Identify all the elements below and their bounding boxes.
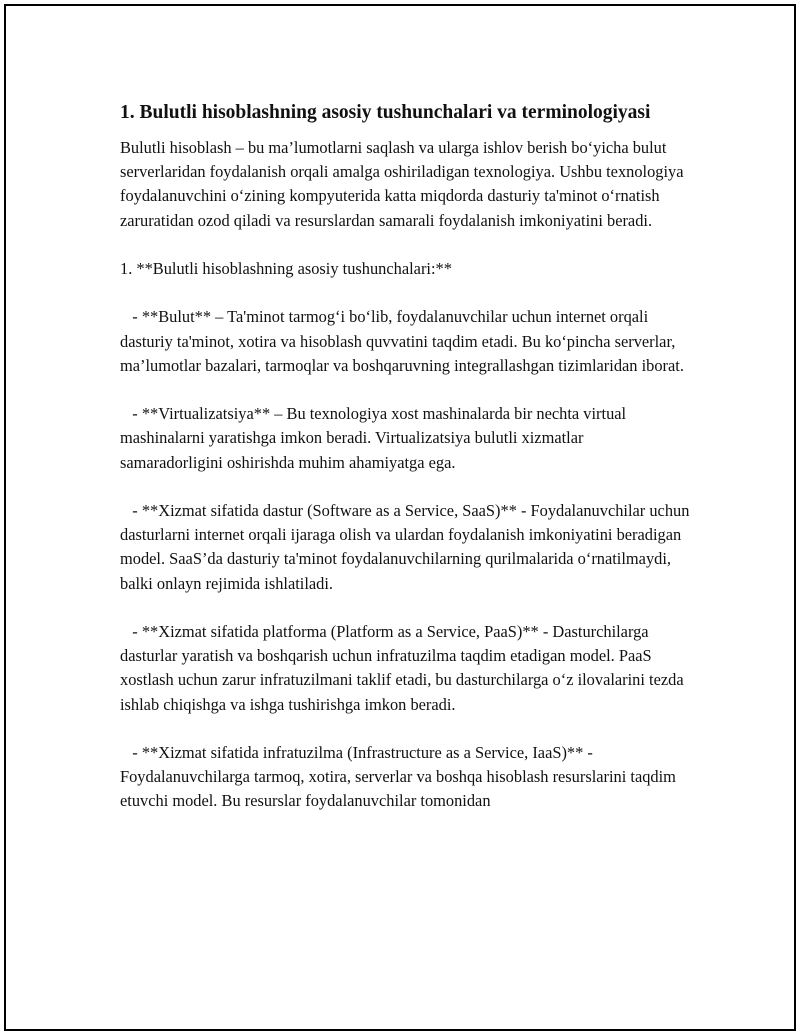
saas-paragraph: - **Xizmat sifatida dastur (Software as a Service, SaaS)** - Foydalanuvchilar uchun dasturlarni internet orqali ijaraga olish va ulardan foydalanish imkoniyatini beradigan model. SaaS’da dasturiy ta'minot foydalanuvchilarning qurilmalarida o‘rnatilmaydi, balki onlayn rejimida ishlatiladi. <box>120 500 694 593</box>
list-heading-paragraph: 1. **Bulutli hisoblashning asosiy tushunchalari:** <box>120 259 452 278</box>
section-heading: 1. Bulutli hisoblashning asosiy tushunchalari va terminologiyasi <box>120 102 651 123</box>
paas-paragraph: - **Xizmat sifatida platforma (Platform as a Service, PaaS)** - Dasturchilarga dasturlar yaratish va boshqarish uchun infratuzilma taqdim etadigan model. PaaS xostlash uchun zarur infratuzilmani taklif etadi, bu dasturchilarga o‘z ilovalarini tezda ishlab chiqishga va ishga tushirishga imkon beradi. <box>120 621 688 714</box>
document-page <box>4 4 796 1031</box>
virtualizatsiya-paragraph: - **Virtualizatsiya** – Bu texnologiya xost mashinalarda bir nechta virtual mashinalarni yaratishga imkon beradi. Virtualizatsiya bulutli xizmatlar samaradorligini oshirishda muhim ahamiyatga ega. <box>120 404 631 472</box>
iaas-paragraph: - **Xizmat sifatida infratuzilma (Infrastructure as a Service, IaaS)** - Foydalanuvchilarga tarmoq, xotira, serverlar va boshqa hisoblash resurslarini taqdim etuvchi model. Bu resurslar foydalanuvchilar tomonidan <box>120 742 681 811</box>
bulut-paragraph: - **Bulut** – Ta'minot tarmog‘i bo‘lib, foydalanuvchilar uchun internet orqali dasturiy ta'minot, xotira va hisoblash quvvatini taqdim etadi. Bu ko‘pincha serverlar, ma’lumotlar bazalari, tarmoqlar va boshqaruvning integrallashgan tizimlaridan iborat. <box>120 307 684 375</box>
intro-paragraph: Bulutli hisoblash – bu ma’lumotlarni saqlash va ularga ishlov berish bo‘yicha bulut serverlaridan foydalanish orqali amalga oshiriladigan texnologiya. Ushbu texnologiya foydalanuvchini o‘zining kompyuterida katta miqdorda dasturiy ta'minot o‘rnatish zaruratidan ozod qiladi va resurslardan samarali foydalanish imkoniyatini beradi. <box>120 138 688 230</box>
document-body <box>120 99 694 814</box>
